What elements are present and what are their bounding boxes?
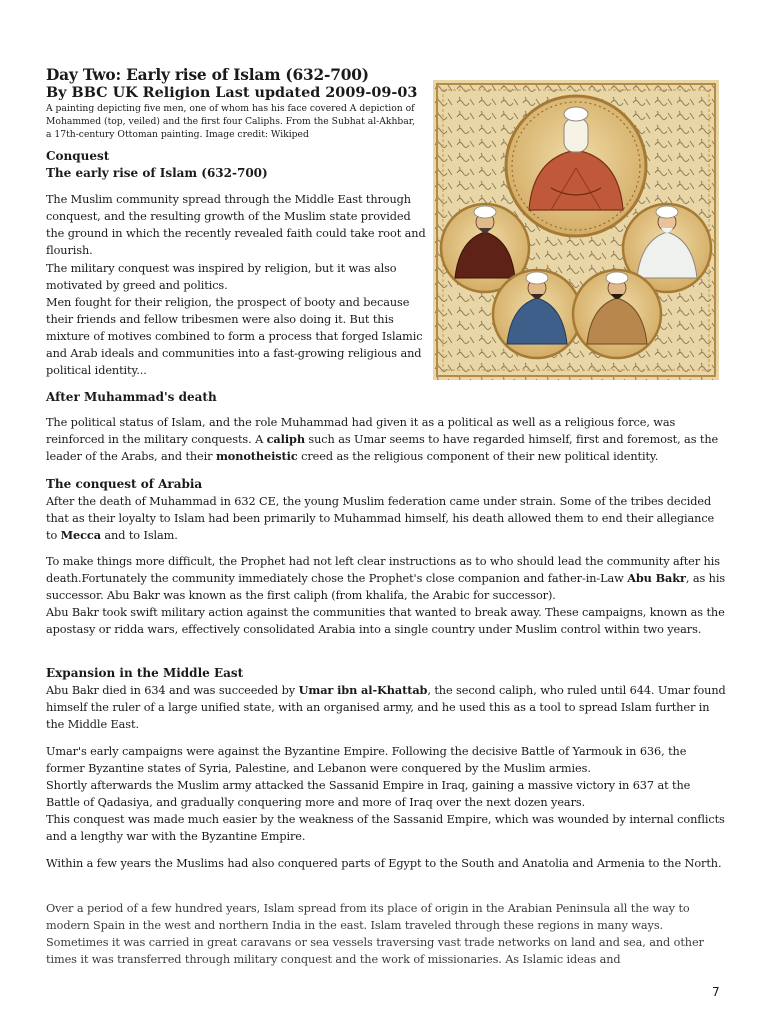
section-heading-conquest: Conquest xyxy=(46,149,110,163)
paragraph: After the death of Muhammad in 632 CE, the young Muslim federation came under strain. Some of the tribes decided that as their loyalty to Islam had been primarily to Muhammad himself, his death allowed them to end their allegiance to Mecca and to Islam. xyxy=(46,495,715,542)
term-abu-bakr: Abu Bakr xyxy=(627,571,686,585)
medallion-bottom-left xyxy=(493,270,581,358)
term-monotheistic: monotheistic xyxy=(215,449,298,463)
paragraph: The Muslim community spread through the Middle East through conquest, and the resulting growth of the Muslim state provided the ground in which the recently revealed faith could take root and flourish. xyxy=(46,193,426,257)
section-heading-after-death: After Muhammad's death xyxy=(46,390,217,404)
painting-illustration xyxy=(433,80,719,380)
paragraph: Within a few years the Muslims had also conquered parts of Egypt to the South and Anatolia and Armenia to the North. xyxy=(46,857,722,870)
byline: By BBC UK Religion Last updated 2009-09-03 xyxy=(46,84,418,101)
paragraph: The military conquest was inspired by religion, but it was also motivated by greed and politics. xyxy=(46,262,397,292)
page-number: 7 xyxy=(712,985,720,999)
paragraph: Men fought for their religion, the prospect of booty and because their friends and fellow tribesmen were also doing it. But this mixture of motives combined to form a process that forged Islamic and Arab ideals and communities into a fast-growing religious and political identity... xyxy=(46,296,423,377)
paragraph: To make things more difficult, the Prophet had not left clear instructions as to who should lead the community after his death.Fortunately the community immediately chose the Prophet's close companion and father-in-Law Abu Bakr, as his successor. Abu Bakr was known as the first caliph (from khalifa, the Arabic for successor). xyxy=(46,555,726,602)
paragraph: The political status of Islam, and the role Muhammad had given it as a political as well as a religious force, was reinforced in the military conquests. A caliph such as Umar seems to have regarded himself, first and foremost, as the leader of the Arabs, and their monotheistic creed as the religious component of their new political identity. xyxy=(46,416,719,463)
term-umar: Umar ibn al-Khattab xyxy=(298,683,428,697)
paragraph: Umar's early campaigns were against the Byzantine Empire. Following the decisive Battle of Yarmouk in 636, the former Byzantine states of Syria, Palestine, and Lebanon were conquered by the Muslim armies. xyxy=(46,745,687,775)
term-mecca: Mecca xyxy=(60,528,101,542)
term-caliph: caliph xyxy=(266,432,305,446)
paragraph: Abu Bakr died in 634 and was succeeded by Umar ibn al-Khattab, the second caliph, who ruled until 644. Umar found himself the ruler of a large unified state, with an organised army, and he used this as a tool to spread Islam further in the Middle East. xyxy=(46,683,726,731)
section-heading-arabia: The conquest of Arabia xyxy=(46,477,203,491)
paragraph: Over a period of a few hundred years, Islam spread from its place of origin in the Arabian Peninsula all the way to modern Spain in the west and northern India in the east. Islam traveled through these regions in many ways. Sometimes it was carried in great caravans or sea vessels traversing vast trade networks on land and sea, and other times it was transferred through military conquest and the work of missionaries. As Islamic ideas and xyxy=(46,902,704,966)
page-title: Day Two: Early rise of Islam (632-700) xyxy=(46,66,369,84)
paragraph: Shortly afterwards the Muslim army attacked the Sassanid Empire in Iraq, gaining a massive victory in 637 at the Battle of Qadasiya, and gradually conquering more and more of Iraq over the next dozen years. xyxy=(46,779,691,809)
paragraph: Abu Bakr took swift military action against the communities that wanted to break away. These campaigns, known as the apostasy or ridda wars, effectively consolidated Arabia into a single country under Muslim control within two years. xyxy=(46,606,725,636)
image-caption: A painting depicting five men, one of whom has his face covered A depiction of Mohammed (top, veiled) and the first four Caliphs. From the Subhat al-Akhbar, a 17th-century Ottoman painting. Image credit: Wikiped xyxy=(46,103,416,140)
ottoman-miniature-painting xyxy=(433,80,719,380)
medallion-bottom-right xyxy=(573,270,661,358)
section-heading-expansion: Expansion in the Middle East xyxy=(46,666,244,680)
medallion-top xyxy=(506,96,646,236)
paragraph: This conquest was made much easier by the weakness of the Sassanid Empire, which was wounded by internal conflicts and a lengthy war with the Byzantine Empire. xyxy=(46,813,725,843)
section-subheading-early-rise: The early rise of Islam (632-700) xyxy=(46,166,268,180)
